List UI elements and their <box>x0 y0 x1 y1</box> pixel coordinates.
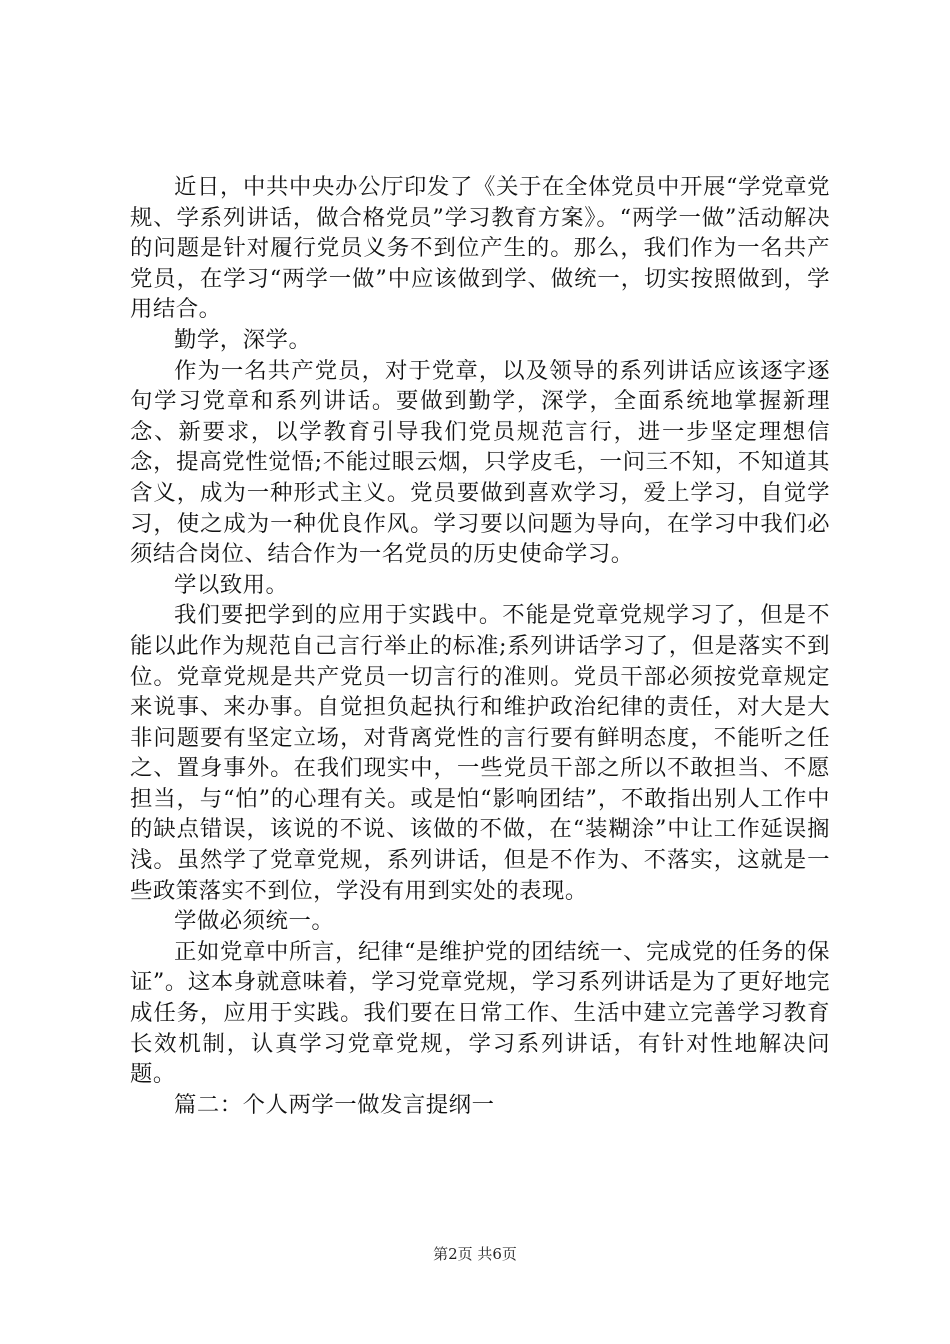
section-heading-part-two: 篇二：个人两学一做发言提纲一 <box>174 1091 495 1118</box>
diligent-study-paragraph: 作为一名共产党员，对于党章，以及领导的系列讲话应该逐字逐句学习党章和系列讲话。要做到勤学，深学，全面系统地掌握新理念、新要求，以学教育引导我们党员规范言行，进一步坚定理想信念，提高党性觉悟;不能过眼云烟，只学皮毛，一问三不知，不知道其含义，成为一种形式主义。党员要做到喜欢学习，爱上学习，自觉学习，使之成为一种优良作风。学习要以问题为导向，在学习中我们必须结合岗位、结合作为一名党员的历史使命学习。 <box>130 357 830 568</box>
study-practice-unity-paragraph: 正如党章中所言，纪律“是维护党的团结统一、完成党的任务的保证”。这本身就意味着，学习党章党规，学习系列讲话是为了更好地完成任务，应用于实践。我们要在日常工作、生活中建立完善学习教育长效机制，认真学习党章党规，学习系列讲话，有针对性地解决问题。 <box>130 938 830 1088</box>
section-heading-diligent-study: 勤学，深学。 <box>174 326 312 353</box>
intro-paragraph: 近日，中共中央办公厅印发了《关于在全体党员中开展“学党章党规、学系列讲话，做合格党员”学习教育方案》。“两学一做”活动解决的问题是针对履行党员义务不到位产生的。那么，我们作为一名共产党员，在学习“两学一做”中应该做到学、做统一，切实按照做到，学用结合。 <box>130 174 830 323</box>
document-body <box>130 172 830 1120</box>
section-heading-apply-learning: 学以致用。 <box>174 571 289 598</box>
apply-learning-paragraph: 我们要把学到的应用于实践中。不能是党章党规学习了，但是不能以此作为规范自己言行举止的标准;系列讲话学习了，但是落实不到位。党章党规是共产党员一切言行的准则。党员干部必须按党章规定来说事、来办事。自觉担负起执行和维护政治纪律的责任，对大是大非问题要有坚定立场，对背离党性的言行要有鲜明态度，不能听之任之、置身事外。在我们现实中，一些党员干部之所以不敢担当、不愿担当，与“怕”的心理有关。或是怕“影响团结”，不敢指出别人工作中的缺点错误，该说的不说、该做的不做，在“装糊涂”中让工作延误搁浅。虽然学了党章党规，系列讲话，但是不作为、不落实，这就是一些政策落实不到位，学没有用到实处的表现。 <box>130 602 830 904</box>
page-number-footer: 第2页 共6页 <box>433 1245 517 1263</box>
section-heading-study-practice-unity: 学做必须统一。 <box>174 908 335 935</box>
